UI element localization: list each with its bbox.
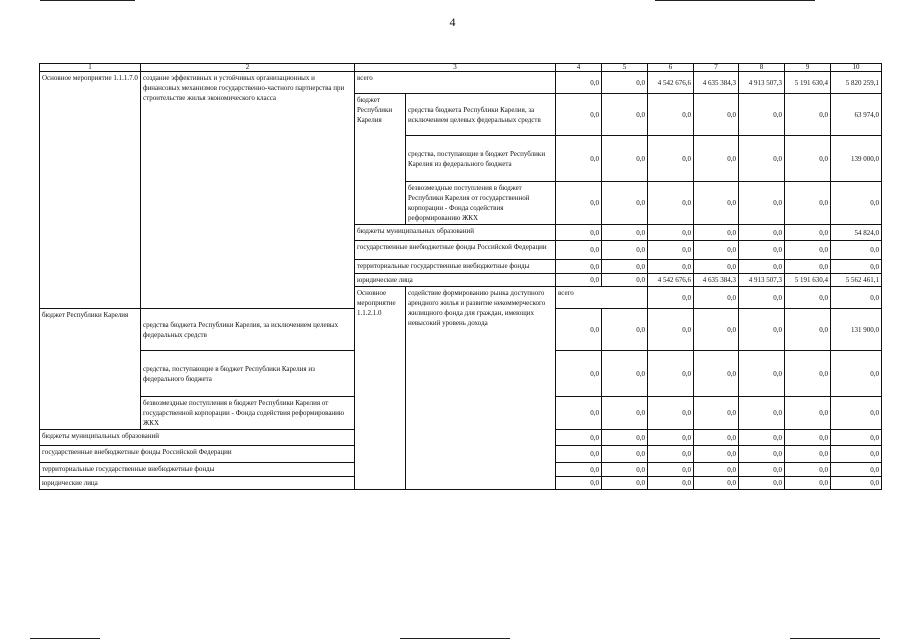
value-cell: 5 191 630,4 xyxy=(785,72,831,94)
value-cell: 0,0 xyxy=(556,309,602,351)
value-cell: 5 562 461,1 xyxy=(831,274,882,287)
value-cell: 4 635 384,3 xyxy=(694,72,739,94)
value-cell: 0,0 xyxy=(556,94,602,136)
value-cell: 0,0 xyxy=(739,182,785,225)
source-label: бюджеты муниципальных образований xyxy=(355,225,556,241)
scan-edge-mark xyxy=(655,0,815,1)
value-cell: 0,0 xyxy=(694,446,739,463)
value-cell: 0,0 xyxy=(739,94,785,136)
value-cell: 0,0 xyxy=(785,225,831,241)
value-cell: 0,0 xyxy=(785,182,831,225)
value-cell: 0,0 xyxy=(556,241,602,260)
scan-edge-mark xyxy=(40,0,135,1)
value-cell: 0,0 xyxy=(785,94,831,136)
value-cell: 0,0 xyxy=(602,182,648,225)
source-label: средства, поступающие в бюджет Республики Карелия из федерального бюджета xyxy=(406,136,556,182)
value-cell: 0,0 xyxy=(739,309,785,351)
source-label: юридические лица xyxy=(40,477,355,490)
value-cell: 0,0 xyxy=(831,477,882,490)
value-cell: 0,0 xyxy=(739,397,785,430)
column-number: 3 xyxy=(355,64,556,72)
value-cell: 0,0 xyxy=(785,351,831,397)
value-cell: 0,0 xyxy=(694,287,739,309)
source-label: средства, поступающие в бюджет Республики Карелия из федерального бюджета xyxy=(141,351,355,397)
value-cell: 0,0 xyxy=(556,351,602,397)
scan-edge-mark xyxy=(400,638,510,639)
value-cell: 0,0 xyxy=(602,446,648,463)
value-cell: 0,0 xyxy=(739,351,785,397)
value-cell: 0,0 xyxy=(602,463,648,477)
value-cell: 0,0 xyxy=(694,351,739,397)
value-cell: 139 000,0 xyxy=(831,136,882,182)
value-cell: 0,0 xyxy=(785,430,831,446)
value-cell: 0,0 xyxy=(831,287,882,309)
value-cell: 54 824,0 xyxy=(831,225,882,241)
value-cell: 0,0 xyxy=(694,225,739,241)
source-label: средства бюджета Республики Карелия, за исключением целевых федеральных средств xyxy=(141,309,355,351)
value-cell: 0,0 xyxy=(831,182,882,225)
source-label: государственные внебюджетные фонды Российской Федерации xyxy=(40,446,355,463)
value-cell: 0,0 xyxy=(556,274,602,287)
value-cell: 0,0 xyxy=(648,94,694,136)
value-cell: 4 913 507,3 xyxy=(739,72,785,94)
value-cell: 0,0 xyxy=(648,241,694,260)
value-cell: 0,0 xyxy=(602,241,648,260)
activity-name: Основное мероприятие 1.1.2.1.0 xyxy=(355,287,406,490)
value-cell: 0,0 xyxy=(648,446,694,463)
value-cell: 0,0 xyxy=(739,260,785,274)
value-cell: 0,0 xyxy=(602,136,648,182)
value-cell: 0,0 xyxy=(648,260,694,274)
value-cell: 0,0 xyxy=(602,225,648,241)
value-cell: 0,0 xyxy=(694,397,739,430)
value-cell: 0,0 xyxy=(694,241,739,260)
value-cell: 4 635 384,3 xyxy=(694,274,739,287)
value-cell: 0,0 xyxy=(694,309,739,351)
column-number: 8 xyxy=(739,64,785,72)
value-cell: 0,0 xyxy=(785,463,831,477)
value-cell: 0,0 xyxy=(694,463,739,477)
value-cell: 0,0 xyxy=(648,136,694,182)
value-cell: 0,0 xyxy=(831,397,882,430)
value-cell: 0,0 xyxy=(739,463,785,477)
source-label: территориальные государственные внебюджетные фонды xyxy=(40,463,355,477)
value-cell: 131 900,0 xyxy=(831,309,882,351)
value-cell: 0,0 xyxy=(648,351,694,397)
value-cell: 4 542 676,6 xyxy=(648,274,694,287)
column-number: 1 xyxy=(40,64,141,72)
value-cell: 0,0 xyxy=(556,136,602,182)
value-cell: 0,0 xyxy=(831,463,882,477)
page-number: 4 xyxy=(449,15,456,29)
value-cell: 0,0 xyxy=(602,72,648,94)
value-cell: 0,0 xyxy=(556,446,602,463)
value-cell: 0,0 xyxy=(694,182,739,225)
value-cell: 0,0 xyxy=(556,477,602,490)
value-cell: 0,0 xyxy=(785,136,831,182)
source-label: государственные внебюджетные фонды Российской Федерации xyxy=(355,241,556,260)
scan-edge-mark xyxy=(790,638,880,639)
column-number: 7 xyxy=(694,64,739,72)
value-cell: 0,0 xyxy=(602,477,648,490)
value-cell: 0,0 xyxy=(694,430,739,446)
value-cell: 0,0 xyxy=(556,72,602,94)
column-number: 2 xyxy=(141,64,355,72)
value-cell: 0,0 xyxy=(694,94,739,136)
value-cell: 0,0 xyxy=(785,287,831,309)
activity-description: создание эффективных и устойчивых организационных и финансовых механизмов государственно-частного партнерства при строительстве жилья экономического класса xyxy=(141,72,355,309)
column-number: 5 xyxy=(602,64,648,72)
value-cell: 0,0 xyxy=(556,182,602,225)
value-cell: 0,0 xyxy=(602,260,648,274)
source-label: юридические лица xyxy=(355,274,556,287)
value-cell: 4 913 507,3 xyxy=(739,274,785,287)
value-cell: 0,0 xyxy=(739,225,785,241)
value-cell: 0,0 xyxy=(739,241,785,260)
value-cell: 5 191 630,4 xyxy=(785,274,831,287)
column-number: 10 xyxy=(831,64,882,72)
value-cell: 0,0 xyxy=(694,260,739,274)
value-cell: 0,0 xyxy=(648,430,694,446)
value-cell: 5 820 259,1 xyxy=(831,72,882,94)
value-cell: 0,0 xyxy=(556,397,602,430)
source-label: безвозмездные поступления в бюджет Республики Карелия от государственной корпорации - Фонда содействия реформированию ЖКХ xyxy=(406,182,556,225)
source-label: средства бюджета Республики Карелия, за исключением целевых федеральных средств xyxy=(406,94,556,136)
source-label: бюджеты муниципальных образований xyxy=(40,430,355,446)
table-row xyxy=(40,72,882,94)
budget-group-label: бюджет Республики Карелия xyxy=(40,309,141,430)
value-cell: 0,0 xyxy=(602,94,648,136)
value-cell: 0,0 xyxy=(648,287,694,309)
value-cell: 0,0 xyxy=(739,136,785,182)
value-cell: 0,0 xyxy=(831,430,882,446)
value-cell: 4 542 676,6 xyxy=(648,72,694,94)
value-cell: 0,0 xyxy=(648,397,694,430)
value-cell: 63 974,0 xyxy=(831,94,882,136)
value-cell: 0,0 xyxy=(556,463,602,477)
value-cell: 0,0 xyxy=(831,351,882,397)
value-cell: 0,0 xyxy=(694,136,739,182)
budget-group-label: бюджет Республики Карелия xyxy=(355,94,406,225)
budget-table xyxy=(39,63,882,490)
value-cell: 0,0 xyxy=(556,430,602,446)
value-cell: 0,0 xyxy=(785,397,831,430)
value-cell: 0,0 xyxy=(648,225,694,241)
value-cell: 0,0 xyxy=(602,309,648,351)
value-cell: 0,0 xyxy=(785,260,831,274)
value-cell: 0,0 xyxy=(739,446,785,463)
scan-edge-mark xyxy=(30,638,100,639)
source-label: территориальные государственные внебюджетные фонды xyxy=(355,260,556,274)
value-cell: 0,0 xyxy=(739,287,785,309)
column-number: 9 xyxy=(785,64,831,72)
value-cell: 0,0 xyxy=(602,274,648,287)
source-label: всего xyxy=(556,287,648,309)
value-cell: 0,0 xyxy=(648,477,694,490)
value-cell: 0,0 xyxy=(831,446,882,463)
value-cell: 0,0 xyxy=(739,430,785,446)
value-cell: 0,0 xyxy=(831,241,882,260)
column-number: 4 xyxy=(556,64,602,72)
value-cell: 0,0 xyxy=(739,477,785,490)
value-cell: 0,0 xyxy=(785,477,831,490)
activity-description: содействие формированию рынка доступного арендного жилья и развитие некоммерческого жилищного фонда для граждан, имеющих невысокий уровень дохода xyxy=(406,287,556,490)
header-row xyxy=(40,64,882,72)
value-cell: 0,0 xyxy=(785,241,831,260)
activity-name: Основное мероприятие 1.1.1.7.0 xyxy=(40,72,141,309)
value-cell: 0,0 xyxy=(556,260,602,274)
column-number: 6 xyxy=(648,64,694,72)
source-label: безвозмездные поступления в бюджет Республики Карелия от государственной корпорации - Фонда содействия реформированию ЖКХ xyxy=(141,397,355,430)
value-cell: 0,0 xyxy=(602,351,648,397)
value-cell: 0,0 xyxy=(648,309,694,351)
value-cell: 0,0 xyxy=(648,463,694,477)
value-cell: 0,0 xyxy=(648,182,694,225)
value-cell: 0,0 xyxy=(694,477,739,490)
value-cell: 0,0 xyxy=(556,225,602,241)
value-cell: 0,0 xyxy=(831,260,882,274)
value-cell: 0,0 xyxy=(785,309,831,351)
value-cell: 0,0 xyxy=(602,430,648,446)
source-label: всего xyxy=(355,72,556,94)
value-cell: 0,0 xyxy=(785,446,831,463)
value-cell: 0,0 xyxy=(602,397,648,430)
